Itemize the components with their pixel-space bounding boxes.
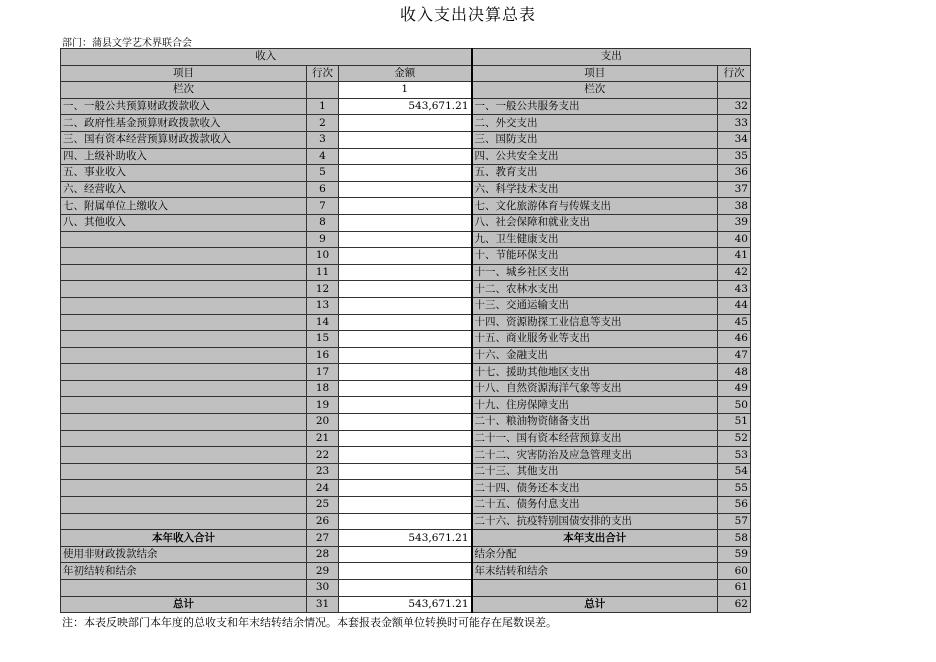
table-row: [61, 98, 751, 115]
income-item-cell: 五、事业收入: [61, 165, 307, 182]
income-column-blank: [307, 82, 339, 99]
table-row: [61, 596, 751, 613]
income-amount-cell: [339, 397, 472, 414]
expense-item-cell: 十四、资源勘探工业信息等支出: [472, 314, 718, 331]
income-amount-cell: [339, 248, 472, 265]
income-item-cell: [61, 480, 307, 497]
expense-line-cell: 45: [718, 314, 751, 331]
expense-item-cell: 二十四、债务还本支出: [472, 480, 718, 497]
table-row: [61, 115, 751, 132]
expense-line-cell: 56: [718, 497, 751, 514]
expense-line-cell: 32: [718, 98, 751, 115]
expense-item-cell: 一、一般公共服务支出: [472, 98, 718, 115]
income-line-cell: 20: [307, 414, 339, 431]
income-item-cell: [61, 580, 307, 597]
income-amount-cell: [339, 264, 472, 281]
expense-item-cell: [472, 580, 718, 597]
income-item-cell: 使用非财政拨款结余: [61, 546, 307, 563]
expense-item-cell: 二十、粮油物资储备支出: [472, 414, 718, 431]
income-amount-cell: [339, 513, 472, 530]
table-row: [61, 331, 751, 348]
income-line-cell: 28: [307, 546, 339, 563]
table-row: [61, 546, 751, 563]
table-row: [61, 513, 751, 530]
income-item-cell: 八、其他收入: [61, 214, 307, 231]
income-item-cell: [61, 281, 307, 298]
expense-line-cell: 62: [718, 596, 751, 613]
expense-line-cell: 39: [718, 214, 751, 231]
income-line-cell: 6: [307, 181, 339, 198]
expense-line-cell: 37: [718, 181, 751, 198]
table-row: [61, 148, 751, 165]
income-column-label: 栏次: [61, 82, 307, 99]
table-row: [61, 248, 751, 265]
expense-item-cell: 十八、自然资源海洋气象等支出: [472, 380, 718, 397]
income-line-cell: 18: [307, 380, 339, 397]
table-row: [61, 314, 751, 331]
expense-item-cell: 三、国防支出: [472, 131, 718, 148]
expense-line-cell: 40: [718, 231, 751, 248]
table-row: [61, 281, 751, 298]
table-row: [61, 397, 751, 414]
income-line-cell: 24: [307, 480, 339, 497]
income-line-cell: 13: [307, 297, 339, 314]
expense-item-cell: 九、卫生健康支出: [472, 231, 718, 248]
income-line-cell: 29: [307, 563, 339, 580]
expense-item-cell: 十六、金融支出: [472, 347, 718, 364]
income-line-cell: 10: [307, 248, 339, 265]
income-amount-cell: [339, 364, 472, 381]
expense-line-cell: 55: [718, 480, 751, 497]
expense-line-cell: 61: [718, 580, 751, 597]
income-amount-cell: [339, 297, 472, 314]
expense-line-cell: 35: [718, 148, 751, 165]
expense-header: 支出: [472, 49, 751, 66]
income-amount-cell: [339, 214, 472, 231]
income-amount-cell: [339, 148, 472, 165]
income-column-index: 1: [339, 82, 472, 99]
expense-line-cell: 50: [718, 397, 751, 414]
income-item-cell: 六、经营收入: [61, 181, 307, 198]
expense-line-cell: 52: [718, 430, 751, 447]
income-line-cell: 25: [307, 497, 339, 514]
expense-item-cell: 本年支出合计: [472, 530, 718, 547]
expense-item-cell: 十二、农林水支出: [472, 281, 718, 298]
table-row: [61, 131, 751, 148]
income-item-cell: [61, 397, 307, 414]
expense-item-cell: 十五、商业服务业等支出: [472, 331, 718, 348]
expense-item-cell: 二十一、国有资本经营预算支出: [472, 430, 718, 447]
table-row: [61, 181, 751, 198]
expense-line-cell: 46: [718, 331, 751, 348]
income-amount-cell: [339, 380, 472, 397]
income-line-cell: 2: [307, 115, 339, 132]
income-item-cell: [61, 430, 307, 447]
expense-item-cell: 五、教育支出: [472, 165, 718, 182]
income-item-cell: [61, 264, 307, 281]
income-item-cell: 二、政府性基金预算财政拨款收入: [61, 115, 307, 132]
income-item-cell: 本年收入合计: [61, 530, 307, 547]
table-row: [61, 364, 751, 381]
income-item-cell: [61, 347, 307, 364]
income-amount-cell: [339, 165, 472, 182]
income-amount-cell: [339, 447, 472, 464]
income-amount-cell: 543,671.21: [339, 98, 472, 115]
income-amount-cell: [339, 181, 472, 198]
income-line-cell: 14: [307, 314, 339, 331]
table-row: [61, 198, 751, 215]
income-amount-cell: [339, 131, 472, 148]
expense-item-cell: 结余分配: [472, 546, 718, 563]
expense-line-cell: 43: [718, 281, 751, 298]
income-item-cell: 一、一般公共预算财政拨款收入: [61, 98, 307, 115]
income-amount-cell: [339, 430, 472, 447]
income-item-cell: [61, 497, 307, 514]
table-row: [61, 430, 751, 447]
income-amount-cell: [339, 231, 472, 248]
expense-line-cell: 42: [718, 264, 751, 281]
income-line-cell: 3: [307, 131, 339, 148]
table-row: [61, 380, 751, 397]
income-line-cell: 8: [307, 214, 339, 231]
expense-line-cell: 33: [718, 115, 751, 132]
footnote: 注：本表反映部门本年度的总收支和年末结转结余情况。本套报表金额单位转换时可能存在尾数误差。: [62, 616, 557, 629]
income-item-cell: [61, 364, 307, 381]
income-line-cell: 16: [307, 347, 339, 364]
table-row: [61, 414, 751, 431]
expense-item-cell: 二十六、抗疫特别国债安排的支出: [472, 513, 718, 530]
income-amount-cell: [339, 115, 472, 132]
income-item-cell: [61, 380, 307, 397]
income-header: 收入: [61, 49, 472, 66]
income-line-cell: 9: [307, 231, 339, 248]
table-row: [61, 463, 751, 480]
table-row: [61, 563, 751, 580]
income-line-cell: 21: [307, 430, 339, 447]
expense-item-cell: 八、社会保障和就业支出: [472, 214, 718, 231]
income-item-cell: [61, 314, 307, 331]
expense-item-cell: 四、公共安全支出: [472, 148, 718, 165]
income-item-cell: 年初结转和结余: [61, 563, 307, 580]
expense-item-cell: 十九、住房保障支出: [472, 397, 718, 414]
expense-line-cell: 34: [718, 131, 751, 148]
table-row: [61, 530, 751, 547]
table-row: [61, 447, 751, 464]
department-label: 部门：蒲县文学艺术界联合会: [62, 38, 192, 49]
expense-item-cell: 二十五、债务付息支出: [472, 497, 718, 514]
income-amount-cell: 543,671.21: [339, 530, 472, 547]
expense-item-cell: 十七、援助其他地区支出: [472, 364, 718, 381]
table-row: [61, 580, 751, 597]
income-item-cell: [61, 331, 307, 348]
expense-line-cell: 47: [718, 347, 751, 364]
expense-item-cell: 七、文化旅游体育与传媒支出: [472, 198, 718, 215]
income-item-cell: [61, 447, 307, 464]
expense-item-cell: 年末结转和结余: [472, 563, 718, 580]
expense-line-cell: 59: [718, 546, 751, 563]
income-amount-cell: [339, 546, 472, 563]
expense-line-cell: 58: [718, 530, 751, 547]
expense-line-cell: 36: [718, 165, 751, 182]
income-amount-cell: [339, 580, 472, 597]
income-item-cell: 总计: [61, 596, 307, 613]
income-item-cell: [61, 297, 307, 314]
income-amount-header: 金额: [339, 65, 472, 82]
income-amount-cell: [339, 414, 472, 431]
table-row: [61, 480, 751, 497]
expense-item-cell: 十、节能环保支出: [472, 248, 718, 265]
income-amount-cell: [339, 281, 472, 298]
income-line-cell: 31: [307, 596, 339, 613]
expense-item-cell: 十一、城乡社区支出: [472, 264, 718, 281]
income-line-cell: 22: [307, 447, 339, 464]
income-amount-cell: [339, 314, 472, 331]
expense-line-cell: 60: [718, 563, 751, 580]
expense-line-cell: 41: [718, 248, 751, 265]
income-line-cell: 30: [307, 580, 339, 597]
income-expense-table: [60, 48, 751, 613]
income-line-cell: 5: [307, 165, 339, 182]
income-line-cell: 23: [307, 463, 339, 480]
income-amount-cell: [339, 331, 472, 348]
income-amount-cell: [339, 497, 472, 514]
expense-column-label: 栏次: [472, 82, 718, 99]
income-amount-cell: [339, 347, 472, 364]
table-row: [61, 231, 751, 248]
income-item-cell: [61, 248, 307, 265]
page-title: 收入支出决算总表: [399, 5, 536, 24]
income-item-cell: [61, 231, 307, 248]
table-row: [61, 214, 751, 231]
expense-line-cell: 48: [718, 364, 751, 381]
income-line-header: 行次: [307, 65, 339, 82]
expense-line-cell: 44: [718, 297, 751, 314]
income-line-cell: 15: [307, 331, 339, 348]
expense-line-cell: 38: [718, 198, 751, 215]
expense-item-cell: 十三、交通运输支出: [472, 297, 718, 314]
income-item-cell: [61, 513, 307, 530]
income-amount-cell: [339, 198, 472, 215]
income-line-cell: 12: [307, 281, 339, 298]
income-item-cell: 三、国有资本经营预算财政拨款收入: [61, 131, 307, 148]
expense-line-cell: 54: [718, 463, 751, 480]
table-row: [61, 297, 751, 314]
expense-item-cell: 二十三、其他支出: [472, 463, 718, 480]
table-row: [61, 165, 751, 182]
table-row: [61, 347, 751, 364]
income-line-cell: 27: [307, 530, 339, 547]
income-amount-cell: [339, 463, 472, 480]
income-amount-cell: [339, 480, 472, 497]
income-amount-cell: 543,671.21: [339, 596, 472, 613]
expense-item-cell: 总计: [472, 596, 718, 613]
expense-item-cell: 二、外交支出: [472, 115, 718, 132]
expense-item-cell: 六、科学技术支出: [472, 181, 718, 198]
income-line-cell: 17: [307, 364, 339, 381]
income-line-cell: 11: [307, 264, 339, 281]
expense-line-cell: 57: [718, 513, 751, 530]
income-item-cell: [61, 414, 307, 431]
expense-line-cell: 49: [718, 380, 751, 397]
table-row: [61, 497, 751, 514]
income-line-cell: 19: [307, 397, 339, 414]
income-line-cell: 7: [307, 198, 339, 215]
income-line-cell: 4: [307, 148, 339, 165]
income-line-cell: 26: [307, 513, 339, 530]
income-item-cell: 四、上级补助收入: [61, 148, 307, 165]
income-line-cell: 1: [307, 98, 339, 115]
expense-column-blank: [718, 82, 751, 99]
expense-item-cell: 二十二、灾害防治及应急管理支出: [472, 447, 718, 464]
expense-line-header: 行次: [718, 65, 751, 82]
expense-line-cell: 53: [718, 447, 751, 464]
expense-item-header: 项目: [472, 65, 718, 82]
expense-line-cell: 51: [718, 414, 751, 431]
income-item-header: 项目: [61, 65, 307, 82]
income-amount-cell: [339, 563, 472, 580]
income-item-cell: 七、附属单位上缴收入: [61, 198, 307, 215]
table-row: [61, 264, 751, 281]
income-item-cell: [61, 463, 307, 480]
